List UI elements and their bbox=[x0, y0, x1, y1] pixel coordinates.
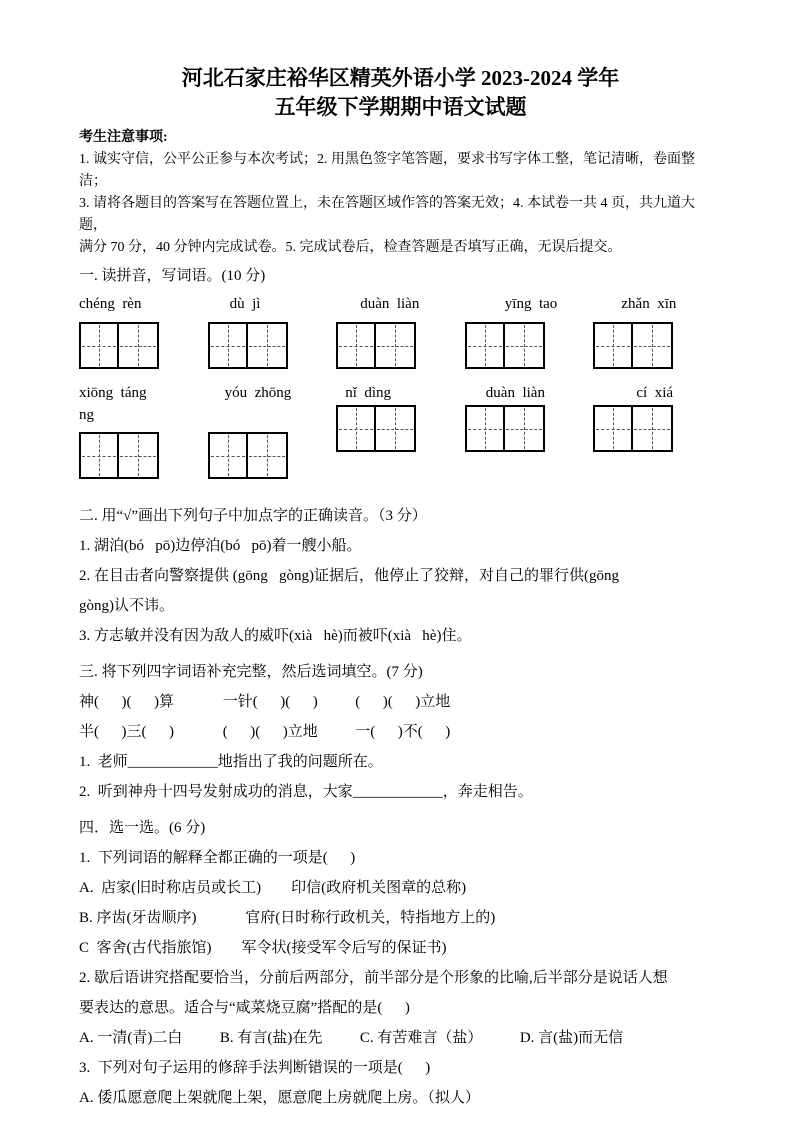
tianzige-cell bbox=[376, 405, 416, 452]
tianzige-cell bbox=[208, 432, 248, 479]
option-line: B. 序齿(牙齿顺序) 官府(日时称行政机关，特指地方上的) bbox=[79, 910, 496, 926]
question-line: 1. 湖泊(bó pō)边停泊(bó pō)着一艘小船。 bbox=[79, 538, 362, 554]
notice-line: 1. 诚实守信，公平公正参与本次考试；2. 用黑色签字笔答题，要求书写字体工整，笔记清晰，卷面整洁； bbox=[79, 152, 695, 189]
tianzige-cell bbox=[119, 322, 159, 369]
pinyin-label: duàn liàn bbox=[360, 296, 420, 312]
tianzige-cell bbox=[633, 322, 673, 369]
pinyin-row-1 bbox=[79, 294, 722, 314]
pinyin-label: chéng rèn bbox=[79, 296, 142, 312]
section-4-heading: 四．选一选。(6 分) bbox=[79, 820, 206, 836]
option-line: A. 倭瓜愿意爬上架就爬上架，愿意爬上房就爬上房。（拟人） bbox=[79, 1090, 480, 1106]
tianzige-cell bbox=[633, 405, 673, 452]
section-4 bbox=[79, 813, 722, 1113]
option-line: A. 一清(青)二白 B. 有言(盐)在先 C. 有苦难言（盐） D. 言(盐)而无信 bbox=[79, 1030, 624, 1046]
pinyin-label: nǐ dìng bbox=[345, 385, 392, 401]
tianzige-cell bbox=[376, 322, 416, 369]
tianzige-group bbox=[79, 432, 208, 479]
section-1-heading: 一. 读拼音，写词语。(10 分) bbox=[79, 268, 266, 284]
tianzige-cell bbox=[208, 322, 248, 369]
section-3 bbox=[79, 657, 722, 807]
notice-heading: 考生注意事项: bbox=[79, 130, 168, 145]
pinyin-label: dù jì bbox=[229, 296, 261, 312]
tianzige-cell bbox=[465, 405, 505, 452]
tianzige-group bbox=[465, 322, 594, 369]
word-puzzle-line: 半( )三( ) ( )( )立地 一( )不( ) bbox=[79, 724, 451, 740]
word-puzzle-line: 神( )( )算 一针( )( ) ( )( )立地 bbox=[79, 694, 451, 710]
boxes-col-2 bbox=[208, 405, 337, 479]
pinyin-label: xiōng táng bbox=[79, 385, 147, 401]
section-2-heading: 二. 用“√”画出下列句子中加点字的正确读音。（3 分） bbox=[79, 508, 427, 524]
page-title-line1: 河北石家庄裕华区精英外语小学 2023-2024 学年 bbox=[181, 66, 620, 90]
tianzige-group bbox=[336, 322, 465, 369]
question-line: 2. 在目击者向警察提供 (gōng gòng)证据后，他停止了狡辩，对自己的罪行供(gōng bbox=[79, 568, 619, 584]
option-line: C 客舍(古代指旅馆) 军令状(接受军令后写的保证书) bbox=[79, 940, 447, 956]
tianzige-group bbox=[208, 432, 337, 479]
tianzige-group bbox=[79, 322, 208, 369]
tianzige-group bbox=[336, 405, 465, 452]
pinyin-label: yīng tao bbox=[504, 296, 558, 312]
tianzige-group bbox=[465, 405, 594, 452]
tianzige-cell bbox=[505, 405, 545, 452]
question-stem: 1. 下列词语的解释全都正确的一项是( ) bbox=[79, 850, 356, 866]
tianzige-cell bbox=[79, 322, 119, 369]
question-stem-wrap: 要表达的意思。适合与“咸菜烧豆腐”搭配的是( ) bbox=[79, 1000, 410, 1016]
question-stem: 2. 歇后语讲究搭配要恰当，分前后两部分，前半部分是个形象的比喻,后半部分是说话人想 bbox=[79, 970, 668, 986]
tianzige-cell bbox=[119, 432, 159, 479]
candidate-notice bbox=[79, 127, 722, 259]
tianzige-cell bbox=[465, 322, 505, 369]
tianzige-cell bbox=[248, 322, 288, 369]
fill-blank-line: 2. 听到神舟十四号发射成功的消息，大家____________，奔走相告。 bbox=[79, 784, 533, 800]
pinyin-label: zhǎn xīn bbox=[621, 296, 677, 312]
question-line-wrap: gòng)认不讳。 bbox=[79, 598, 174, 614]
pinyin-label: cí xiá bbox=[636, 385, 674, 401]
tianzige-cell bbox=[593, 322, 633, 369]
notice-line: 满分 70 分，40 分钟内完成试卷。5. 完成试卷后，检查答题是否填写正确，无误后提交。 bbox=[79, 240, 622, 255]
page-title bbox=[79, 64, 722, 122]
tianzige-cell bbox=[505, 322, 545, 369]
section-2 bbox=[79, 501, 722, 651]
tianzige-group bbox=[593, 405, 722, 452]
pinyin-wrap-ng: ng bbox=[79, 407, 94, 423]
fill-blank-line: 1. 老师____________地指出了我的问题所在。 bbox=[79, 754, 383, 770]
tianzige-cell bbox=[593, 405, 633, 452]
tianzige-cell bbox=[336, 405, 376, 452]
tianzige-cell bbox=[79, 432, 119, 479]
writing-boxes-row-2 bbox=[79, 405, 722, 489]
page-title-line2: 五年级下学期期中语文试题 bbox=[274, 95, 527, 119]
section-3-heading: 三. 将下列四字词语补充完整，然后选词填空。(7 分) bbox=[79, 664, 423, 680]
option-line: A. 店家(旧时称店员或长工) 印信(政府机关图章的总称) bbox=[79, 880, 467, 896]
question-line: 3. 方志敏并没有因为敌人的威吓(xià hè)而被吓(xià hè)住。 bbox=[79, 628, 472, 644]
notice-line: 3. 请将各题目的答案写在答题位置上，未在答题区域作答的答案无效；4. 本试卷一共 4 页，共九道大题， bbox=[79, 196, 695, 233]
spacer bbox=[208, 405, 337, 432]
boxes-col-1 bbox=[79, 405, 208, 479]
tianzige-group bbox=[593, 322, 722, 369]
tianzige-cell bbox=[336, 322, 376, 369]
tianzige-cell bbox=[248, 432, 288, 479]
writing-boxes-row-1 bbox=[79, 322, 722, 369]
pinyin-label: duàn liàn bbox=[485, 385, 545, 401]
pinyin-label: yóu zhōng bbox=[224, 385, 292, 401]
pinyin-row-2 bbox=[79, 383, 722, 403]
tianzige-group bbox=[208, 322, 337, 369]
question-stem: 3. 下列对句子运用的修辞手法判断错误的一项是( ) bbox=[79, 1060, 431, 1076]
